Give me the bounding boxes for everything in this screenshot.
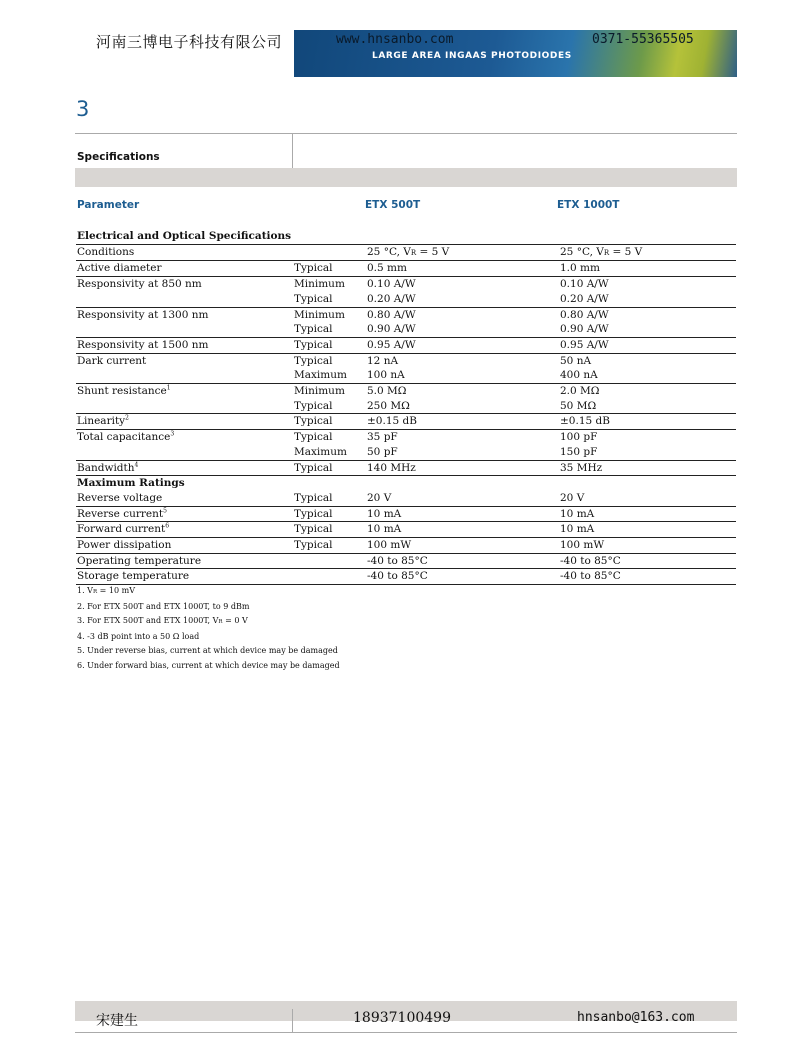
banner-title: LARGE AREA INGAAS PHOTODIODES [372,51,572,61]
section-electrical-optical-label: Electrical and Optical Specifications [76,229,736,244]
table-row [76,506,736,522]
footnote-ref: 6 [165,522,170,530]
section-bar [75,168,737,187]
param-cell: Bandwidth$^4$ [76,460,293,476]
page-number: 3 [76,97,90,121]
etx500t-value: 10 mA [366,506,559,522]
etx1000t-value: 0.20 A/W [559,292,736,307]
param-cell: Responsivity at 850 nm [77,278,202,291]
param-cell [76,322,293,337]
table-row [76,491,736,506]
divider-top [292,133,737,134]
etx1000t-value: 10 mA [559,506,736,522]
table-row [76,430,736,445]
param-cell: Storage temperature [76,569,293,585]
table-row [76,292,736,307]
condition-cell: Typical [293,460,366,476]
etx1000t-value: ±0.15 dB [559,414,736,430]
footer-divider [292,1009,293,1032]
etx1000t-value: 100 mW [559,538,736,554]
etx500t-value: 5.0 MΩ [367,385,407,398]
etx500t-value: 12 nA [367,354,399,367]
param-cell [76,399,293,414]
footnote: 6. Under forward bias, current at which device may be damaged [77,660,340,670]
etx1000t-value: 150 pF [559,445,736,460]
etx500t-value: 100 nA [366,368,559,383]
table-row [76,445,736,460]
param-cell: Responsivity at 1300 nm [77,308,209,321]
condition-cell: Typical [294,431,333,444]
etx500t-value: 0.90 A/W [366,322,559,337]
param-cell: Operating temperature [76,553,293,569]
etx1000t-value: 0.90 A/W [559,322,736,337]
condition-cell: Minimum [294,385,345,398]
footnote-ref: 1 [166,384,171,392]
spec-table [76,229,736,585]
param-cell: Responsivity at 1500 nm [76,337,293,353]
table-row [76,553,736,569]
condition-cell: Typical [293,538,366,554]
param-cell: Forward current$^6$ [76,522,293,538]
condition-cell: Typical [293,491,366,506]
table-row [76,538,736,554]
condition-cell: Minimum [294,278,345,291]
table-row [76,277,736,292]
etx500t-value: 0.10 A/W [367,278,416,291]
condition-cell: Typical [293,322,366,337]
column-header-parameter: Parameter [77,199,140,211]
etx1000t-value: 25 °C, VR = 5 V [559,244,736,261]
condition-cell: Maximum [293,368,366,383]
table-row [76,399,736,414]
condition-cell: Typical [293,261,366,277]
param-cell: Power dissipation [76,538,293,554]
header-phone: 0371-55365505 [592,32,694,47]
footnote: 1. VR = 10 mV [77,586,135,595]
etx500t-value: 0.80 A/W [367,308,416,321]
table-row [76,414,736,430]
param-cell [76,445,293,460]
footnotes [77,584,340,673]
table-row [76,307,736,322]
condition-cell: Typical [293,414,366,430]
footnote: 4. -3 dB point into a 50 Ω load [77,631,200,641]
etx500t-value: 50 pF [366,445,559,460]
etx500t-value: 140 MHz [366,460,559,476]
footnote: 5. Under reverse bias, current at which device may be damaged [77,646,338,655]
condition-cell: Minimum [294,308,345,321]
column-header-etx1000t: ETX 1000T [557,199,620,211]
footnote-ref: 4 [134,461,139,469]
section-maximum-ratings-label: Maximum Ratings [77,477,185,490]
condition-cell [293,244,366,261]
table-row [76,322,736,337]
condition-cell: Typical [293,292,366,307]
etx1000t-value: 50 MΩ [559,399,736,414]
contact-phone: 18937100499 [353,1010,451,1026]
header-banner [294,30,737,77]
param-cell: Reverse current$^5$ [76,506,293,522]
condition-cell: Maximum [293,445,366,460]
etx500t-value: 35 pF [367,431,398,444]
etx1000t-value: 2.0 MΩ [560,385,600,398]
etx1000t-value: 1.0 mm [559,261,736,277]
etx500t-value: -40 to 85°C [366,569,559,585]
table-row [76,384,736,399]
condition-cell: Typical [294,354,333,367]
section-title: Specifications [77,151,160,163]
param-cell: Shunt resistance$^1$ [77,384,171,398]
section-electrical-optical [76,229,736,244]
condition-cell [293,569,366,585]
etx1000t-value: 400 nA [559,368,736,383]
etx500t-value: ±0.15 dB [366,414,559,430]
param-cell: Conditions [76,244,293,261]
etx500t-value: -40 to 85°C [366,553,559,569]
param-cell: Active diameter [76,261,293,277]
condition-cell [293,553,366,569]
etx500t-value: 25 °C, VR = 5 V [366,244,559,261]
table-row [76,353,736,368]
etx500t-value: 0.20 A/W [366,292,559,307]
etx1000t-value: 100 pF [560,431,598,444]
footnote: 2. For ETX 500T and ETX 1000T, to 9 dBm [77,601,250,611]
condition-cell: Typical [293,506,366,522]
footnote-ref: 3 [170,430,175,438]
footnote: 3. For ETX 500T and ETX 1000T, VR = 0 V [77,616,248,625]
param-cell: Dark current [77,354,147,367]
etx500t-value: 0.5 mm [366,261,559,277]
condition-cell: Typical [293,337,366,353]
divider-top-left [75,133,293,134]
etx500t-value: 0.95 A/W [366,337,559,353]
etx1000t-value: 20 V [559,491,736,506]
table-row [76,368,736,383]
footer-line [75,1032,737,1033]
website-url[interactable]: www.hnsanbo.com [336,32,454,47]
etx1000t-value: 0.95 A/W [559,337,736,353]
etx1000t-value: 50 nA [560,354,592,367]
section-maximum-ratings [76,476,736,491]
table-row [76,522,736,538]
column-header-etx500t: ETX 500T [365,199,421,211]
etx1000t-value: -40 to 85°C [559,569,736,585]
etx1000t-value: 10 mA [559,522,736,538]
table-row [76,261,736,277]
etx500t-value: 100 mW [366,538,559,554]
table-row [76,460,736,476]
etx500t-value: 250 MΩ [366,399,559,414]
param-cell: Total capacitance$^3$ [77,430,175,444]
table-row [76,244,736,261]
footnote-ref: 2 [125,414,129,422]
company-name: 河南三博电子科技有限公司 [96,33,283,51]
etx1000t-value: 0.80 A/W [560,308,609,321]
etx1000t-value: 0.10 A/W [560,278,609,291]
etx500t-value: 20 V [366,491,559,506]
etx500t-value: 10 mA [366,522,559,538]
condition-cell: Typical [293,522,366,538]
condition-cell: Typical [293,399,366,414]
etx1000t-value: -40 to 85°C [559,553,736,569]
contact-name: 宋建生 [96,1013,138,1029]
param-cell [76,368,293,383]
table-row [76,337,736,353]
contact-email[interactable]: hnsanbo@163.com [577,1010,695,1025]
param-cell: Linearity$^2$ [76,414,293,430]
table-row [76,569,736,585]
footnote-ref: 5 [163,507,167,515]
etx1000t-value: 35 MHz [559,460,736,476]
param-cell: Reverse voltage [76,491,293,506]
param-cell [76,292,293,307]
